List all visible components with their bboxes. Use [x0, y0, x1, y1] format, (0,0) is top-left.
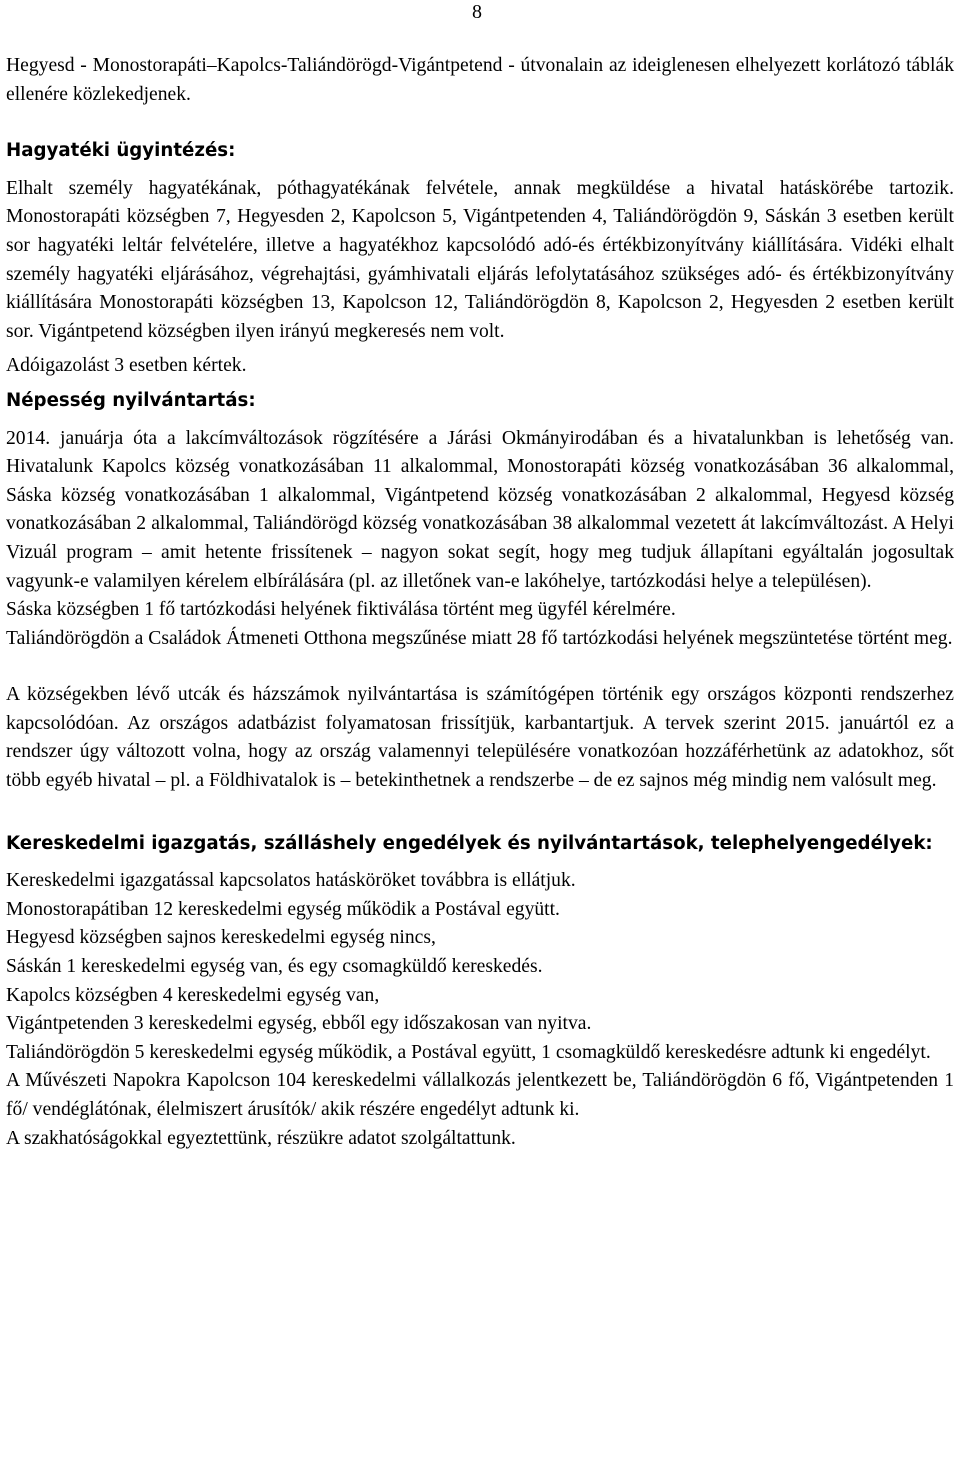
page-number: 8 — [472, 1, 482, 23]
document-body — [6, 52, 954, 1153]
paragraph-probate-cases: Elhalt személy hagyatékának, póthagyatékának felvétele, annak megküldése a hivatal hatáskörébe tartozik. Monostorapáti községben 7, Hegyesden 2, Kapolcson 5, Vigántpetenden 4, Taliándörögdön 9, Sáskán 3 esetben került sor hagyatéki leltár felvételére, illetve a hagyatékhoz kapcsolódó adó-és értékbizonyítvány kiállítására. Vidéki elhalt személy hagyatéki eljárásához, végrehajtási, gyámhivatali eljárás lefolytatásához szükséges adó- és értékbizonyítvány kiállítására Monostorapáti községben 13, Kapolcson 12, Taliándörögdön 8, Kapolcson 2, Hegyesden 2 esetben került sor. Vigántpetend községben ilyen irányú megkeresés nem volt. — [6, 177, 954, 342]
heading-population-registry: Népesség nyilvántartás: — [6, 389, 256, 411]
heading-probate: Hagyatéki ügyintézés: — [6, 140, 236, 162]
paragraph-art-days: A Művészeti Napokra Kapolcson 104 kereskedelmi vállalkozás jelentkezett be, Taliándörögdön 6 fő, Vigántpetenden 1 fő/ vendéglátónak, élelmiszert árusítók/ akik részére engedélyt adtunk ki. — [6, 1070, 954, 1120]
paragraph-taliandorogd-shelter: Taliándörögdön a Családok Átmeneti Otthona megszűnése miatt 28 fő tartózkodási helyének megszüntetése történt meg. — [6, 627, 953, 649]
heading-commerce: Kereskedelmi igazgatás, szálláshely engedélyek és nyilvántartások, telephelyengedélyek: — [6, 832, 933, 854]
paragraph-road-restrictions: Hegyesd - Monostorapáti–Kapolcs-Taliándörögd-Vigántpetend - útvonalain az ideiglenesen elhelyezett korlátozó táblák ellenére közlekedjenek. — [6, 55, 954, 105]
paragraph-street-registry: A községekben lévő utcák és házszámok nyilvántartása is számítógépen történik egy országos központi rendszerhez kapcsolódóan. Az országos adatbázist folyamatosan frissítjük, karbantartjuk. A tervek szerint 2015. januártól ez a rendszer úgy változott volna, hogy az ország valamennyi településére vonatkozóan hozzáférhetünk az adatokhoz, sőt több egyéb hivatal – pl. a Földhivatalok is – betekinthetnek a rendszerbe – de ez sajnos még mindig nem valósult meg. — [6, 684, 954, 792]
paragraph-authorities: A szakhatóságokkal egyeztettünk, részükre adatot szolgáltattunk. — [6, 1127, 516, 1149]
paragraph-vigantpetend-units: Vigántpetenden 3 kereskedelmi egység, ebből egy időszakosan van nyitva. — [6, 1013, 592, 1035]
paragraph-saska-units: Sáskán 1 kereskedelmi egység van, és egy csomagküldő kereskedés. — [6, 956, 543, 978]
paragraph-hegyesd-units: Hegyesd községben sajnos kereskedelmi egység nincs, — [6, 927, 436, 949]
paragraph-kapolcs-units: Kapolcs községben 4 kereskedelmi egység van, — [6, 984, 380, 1006]
paragraph-taliandorogd-units: Taliándörögdön 5 kereskedelmi egység működik, a Postával együtt, 1 csomagküldő kereskedésre adtunk ki engedélyt. — [6, 1041, 931, 1063]
paragraph-address-changes: 2014. januárja óta a lakcímváltozások rögzítésére a Járási Okmányirodában és a hivatalunkban is lehetőség van. Hivatalunk Kapolcs község vonatkozásában 11 alkalommal, Monostorapáti község vonatkozásában 36 alkalommal, Sáska község vonatkozásában 1 alkalommal, Vigántpetend község vonatkozásában 2 alkalommal, Hegyesd község vonatkozásában 2 alkalommal, Taliándörögd község vonatkozásában 38 alkalommal vezetett át lakcímváltozást. A Helyi Vizuál program – amit hetente frissítenek – nagyon sokat segít, hogy meg tudjuk állapítani egyáltalán jogosultak vagyunk-e valamilyen kérelem elbírálására (pl. az illetőnek van-e lakóhelye, tartózkodási helye a településen). — [6, 427, 954, 592]
paragraph-tax-certificates: Adóigazolást 3 esetben kértek. — [6, 355, 247, 377]
paragraph-commerce-intro: Kereskedelmi igazgatással kapcsolatos hatásköröket továbbra is ellátjuk. — [6, 870, 576, 892]
paragraph-saska-residence: Sáska községben 1 fő tartózkodási helyének fiktiválása történt meg ügyfél kérelmére. — [6, 599, 676, 621]
paragraph-monostorapati-units: Monostorapátiban 12 kereskedelmi egység működik a Postával együtt. — [6, 898, 560, 920]
